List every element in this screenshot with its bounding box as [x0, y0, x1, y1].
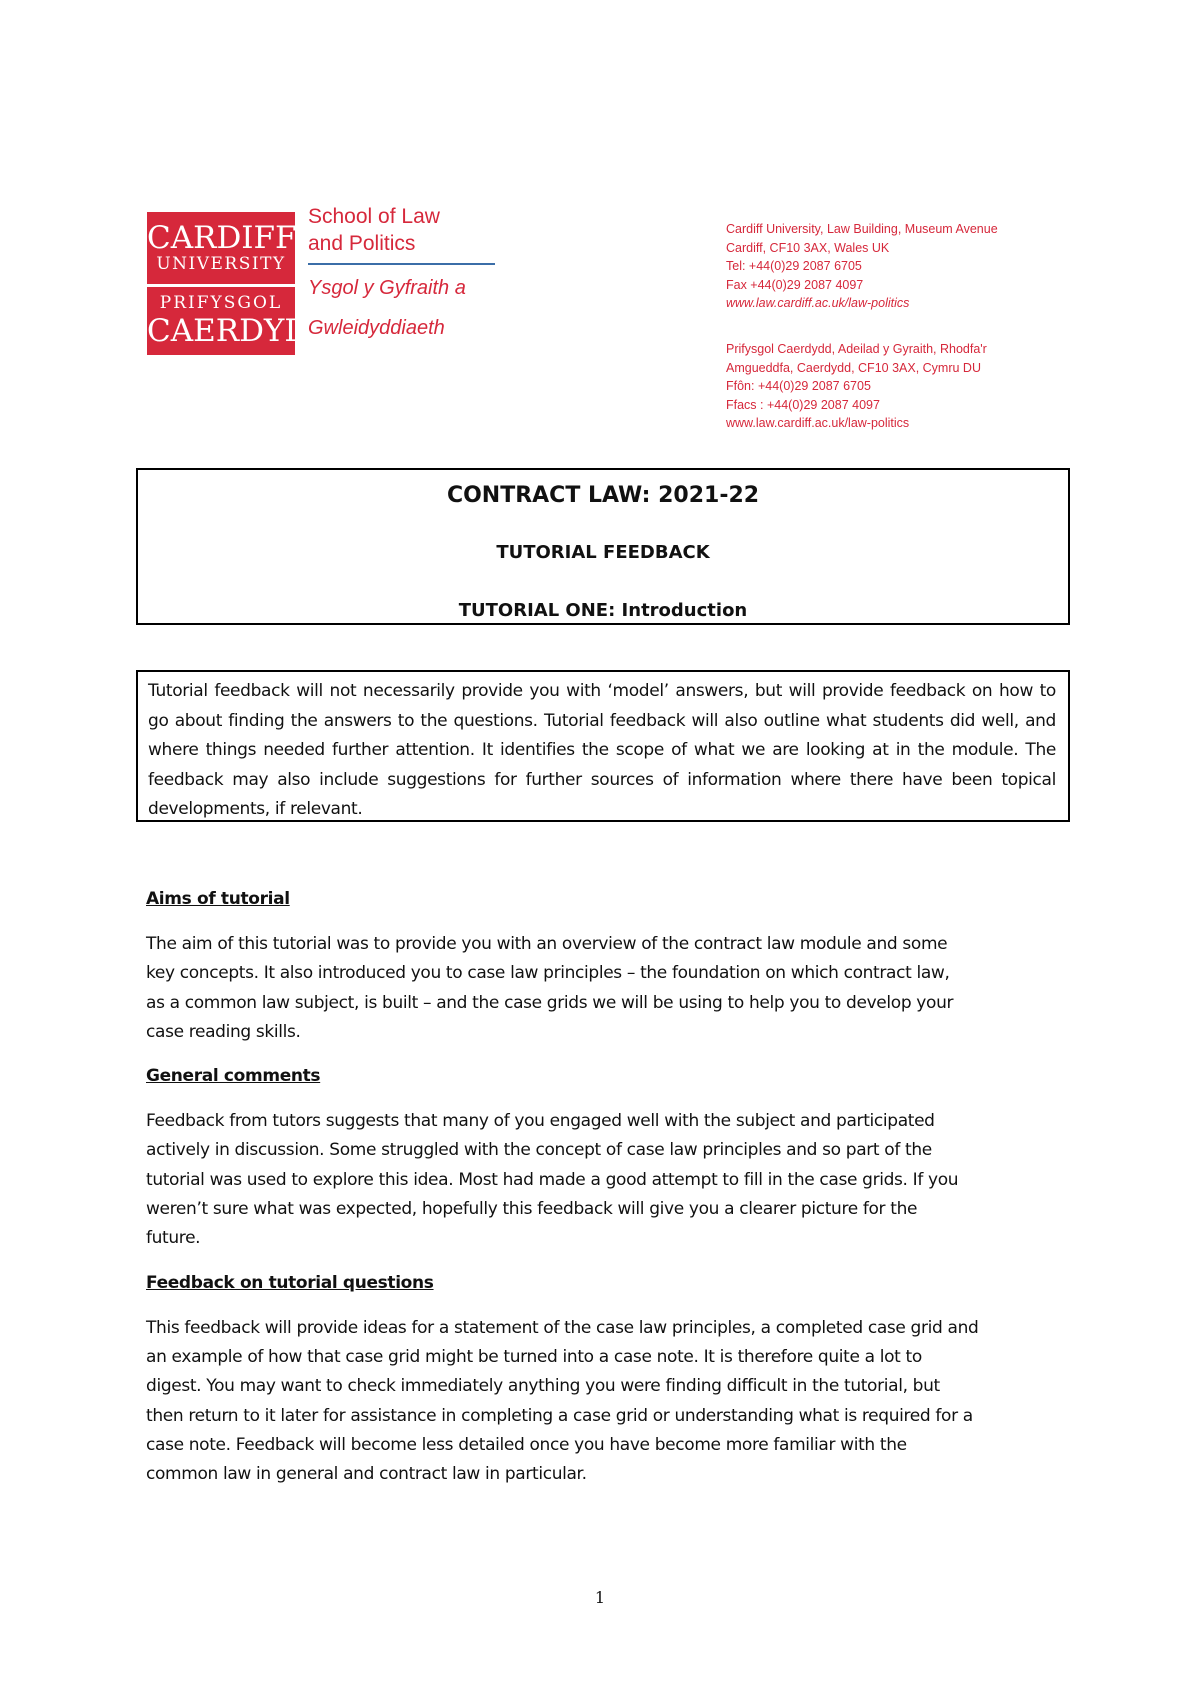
paragraph-line: This feedback will provide ideas for a statement of the case law principles, a completed case grid and	[146, 1317, 979, 1338]
address-line: Prifysgol Caerdydd, Adeilad y Gyraith, Rhodfa'r	[726, 342, 987, 356]
tutorial-title: TUTORIAL ONE: Introduction	[458, 600, 748, 621]
paragraph-line: tutorial was used to explore this idea. Most had made a good attempt to fill in the case grids. If you	[146, 1169, 959, 1190]
title-box	[136, 468, 1070, 625]
feedback-disclaimer-text: Tutorial feedback will not necessarily provide you with ‘model’ answers, but will provide feedback on how to go about finding the answers to the questions. Tutorial feedback will also outline what students did well, and where things needed further attention. It identifies the scope of what we are looking at in the module. The feedback may also include suggestions for further sources of information where there have been topical developments, if relevant.	[148, 681, 1056, 819]
address-phone: Ffôn: +44(0)29 2087 6705	[726, 379, 871, 393]
course-title: CONTRACT LAW: 2021-22	[446, 483, 760, 508]
address-website-link[interactable]: www.law.cardiff.ac.uk/law-politics	[726, 416, 910, 430]
school-name-welsh	[308, 268, 466, 348]
section-heading-feedback-questions: Feedback on tutorial questions	[146, 1272, 434, 1293]
logo-text-caerdydd: CAERDYDD	[147, 313, 335, 349]
logo-text-prifysgol: PRIFYSGOL	[159, 293, 283, 313]
address-phone: Tel: +44(0)29 2087 6705	[726, 259, 862, 273]
address-welsh	[726, 340, 987, 433]
section-heading-general-comments: General comments	[146, 1066, 321, 1087]
address-english	[726, 220, 998, 313]
feedback-disclaimer-box	[136, 670, 1070, 822]
paragraph-line: common law in general and contract law in particular.	[146, 1464, 587, 1485]
logo-divider	[147, 284, 295, 287]
main-content	[146, 886, 1066, 1489]
address-line: Amgueddfa, Caerdydd, CF10 3AX, Cymru DU	[726, 360, 981, 375]
paragraph-line: actively in discussion. Some struggled with the concept of case law principles and so part of the	[146, 1140, 932, 1161]
school-name-english	[308, 203, 440, 257]
logo-text-cardiff: CARDIFF	[147, 220, 297, 256]
address-website-link[interactable]: www.law.cardiff.ac.uk/law-politics	[726, 296, 910, 310]
address-fax: Fax +44(0)29 2087 4097	[726, 277, 864, 292]
paragraph-line: Feedback from tutors suggests that many of you engaged well with the subject and participated	[146, 1111, 935, 1132]
section-heading-aims: Aims of tutorial	[146, 889, 290, 909]
logo-text-university: UNIVERSITY	[156, 254, 286, 274]
address-fax: Ffacs : +44(0)29 2087 4097	[726, 397, 880, 412]
school-name-divider	[308, 263, 495, 265]
address-line: Cardiff, CF10 3AX, Wales UK	[726, 240, 890, 255]
document-type: TUTORIAL FEEDBACK	[496, 542, 710, 563]
paragraph-line: an example of how that case grid might be turned into a case note. It is therefore quite a lot to	[146, 1346, 922, 1367]
paragraph-line: digest. You may want to check immediately anything you were finding difficult in the tutorial, but	[146, 1376, 940, 1397]
paragraph-line: then return to it later for assistance in completing a case grid or understanding what is required for a	[146, 1405, 973, 1426]
paragraph-line: key concepts. It also introduced you to case law principles – the foundation on which contract law,	[146, 963, 950, 984]
paragraph-line: case reading skills.	[146, 1021, 301, 1042]
paragraph-line: The aim of this tutorial was to provide you with an overview of the contract law module and some	[146, 934, 948, 954]
school-welsh-line2: Gwleidyddiaeth	[308, 317, 445, 339]
school-name-line1: School of Law	[308, 205, 440, 228]
school-name-line2: and Politics	[308, 232, 416, 255]
page-number: 1	[594, 1588, 606, 1607]
address-line: Cardiff University, Law Building, Museum Avenue	[726, 222, 998, 236]
paragraph-line: weren’t sure what was expected, hopefully this feedback will give you a clearer picture for the	[146, 1199, 918, 1220]
school-welsh-line1: Ysgol y Gyfraith a	[308, 277, 466, 299]
paragraph-line: as a common law subject, is built – and the case grids we will be using to help you to develop your	[146, 992, 954, 1013]
cardiff-university-logo	[147, 212, 335, 355]
paragraph-line: future.	[146, 1228, 201, 1249]
paragraph-line: case note. Feedback will become less detailed once you have become more familiar with the	[146, 1434, 907, 1455]
